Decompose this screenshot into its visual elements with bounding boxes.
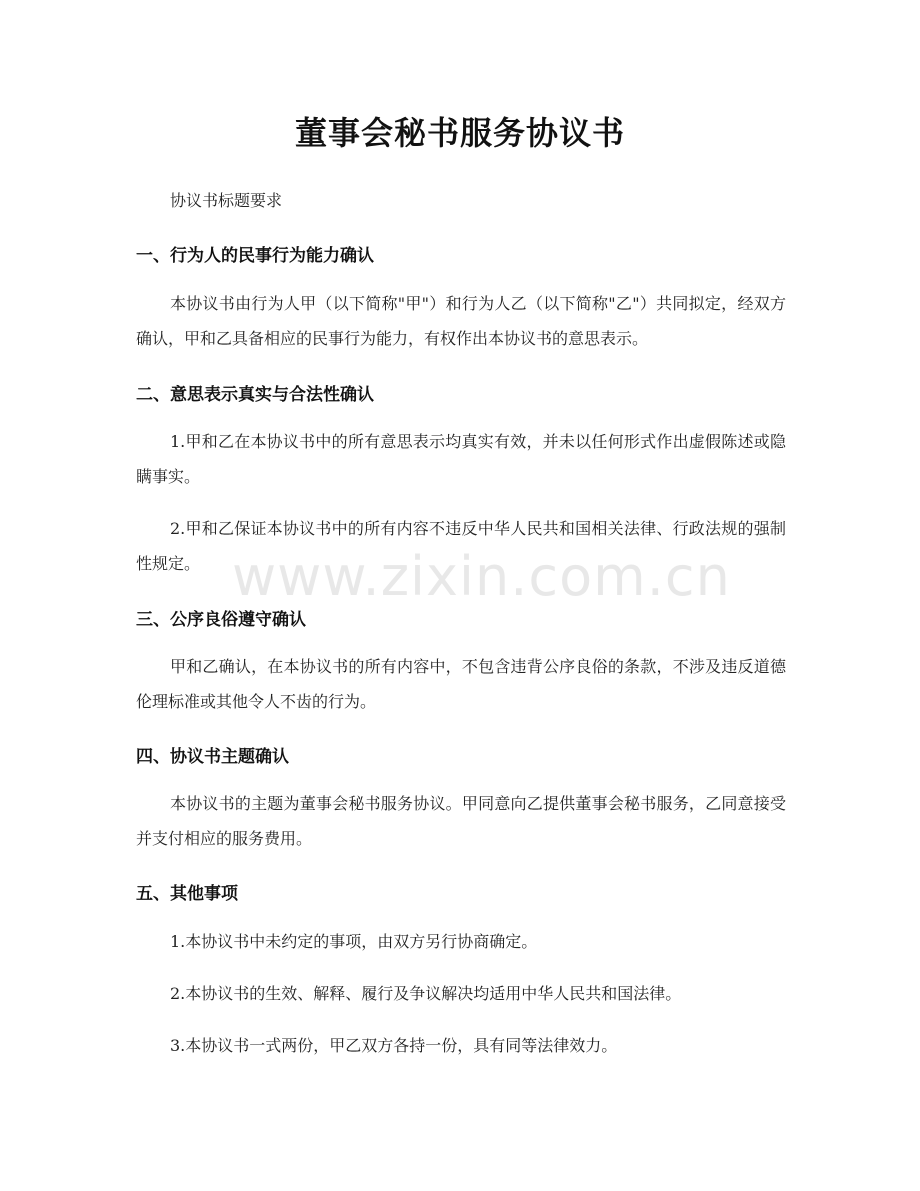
watermark-text: www.zixin.com.cn	[232, 545, 731, 608]
section-heading-4: 四、协议书主题确认	[136, 747, 289, 767]
document-subtitle: 协议书标题要求	[170, 191, 283, 210]
section-4-paragraph-1: 本协议书的主题为董事会秘书服务协议。甲同意向乙提供董事会秘书服务，乙同意接受并支付相应的服务费用。	[136, 794, 786, 848]
document-title: 董事会秘书服务协议书	[294, 114, 625, 152]
section-3-paragraph-1: 甲和乙确认，在本协议书的所有内容中，不包含违背公序良俗的条款，不涉及违反道德伦理标准或其他令人不齿的行为。	[136, 657, 786, 711]
section-heading-1: 一、行为人的民事行为能力确认	[136, 246, 374, 266]
section-5-paragraph-1: 1.本协议书中未约定的事项，由双方另行协商确定。	[170, 932, 538, 951]
section-2-paragraph-1: 1.甲和乙在本协议书中的所有意思表示均真实有效，并未以任何形式作出虚假陈述或隐瞒事实。	[136, 432, 786, 486]
section-heading-3: 三、公序良俗遵守确认	[136, 610, 306, 630]
section-2-paragraph-2: 2.甲和乙保证本协议书中的所有内容不违反中华人民共和国相关法律、行政法规的强制性规定。	[136, 519, 786, 573]
section-heading-2: 二、意思表示真实与合法性确认	[136, 385, 374, 405]
section-5-paragraph-3: 3.本协议书一式两份，甲乙双方各持一份，具有同等法律效力。	[170, 1036, 618, 1055]
section-heading-5: 五、其他事项	[136, 884, 238, 904]
section-1-paragraph-1: 本协议书由行为人甲（以下简称"甲"）和行为人乙（以下简称"乙"）共同拟定，经双方确认，甲和乙具备相应的民事行为能力，有权作出本协议书的意思表示。	[136, 294, 786, 348]
section-5-paragraph-2: 2.本协议书的生效、解释、履行及争议解决均适用中华人民共和国法律。	[170, 984, 682, 1003]
